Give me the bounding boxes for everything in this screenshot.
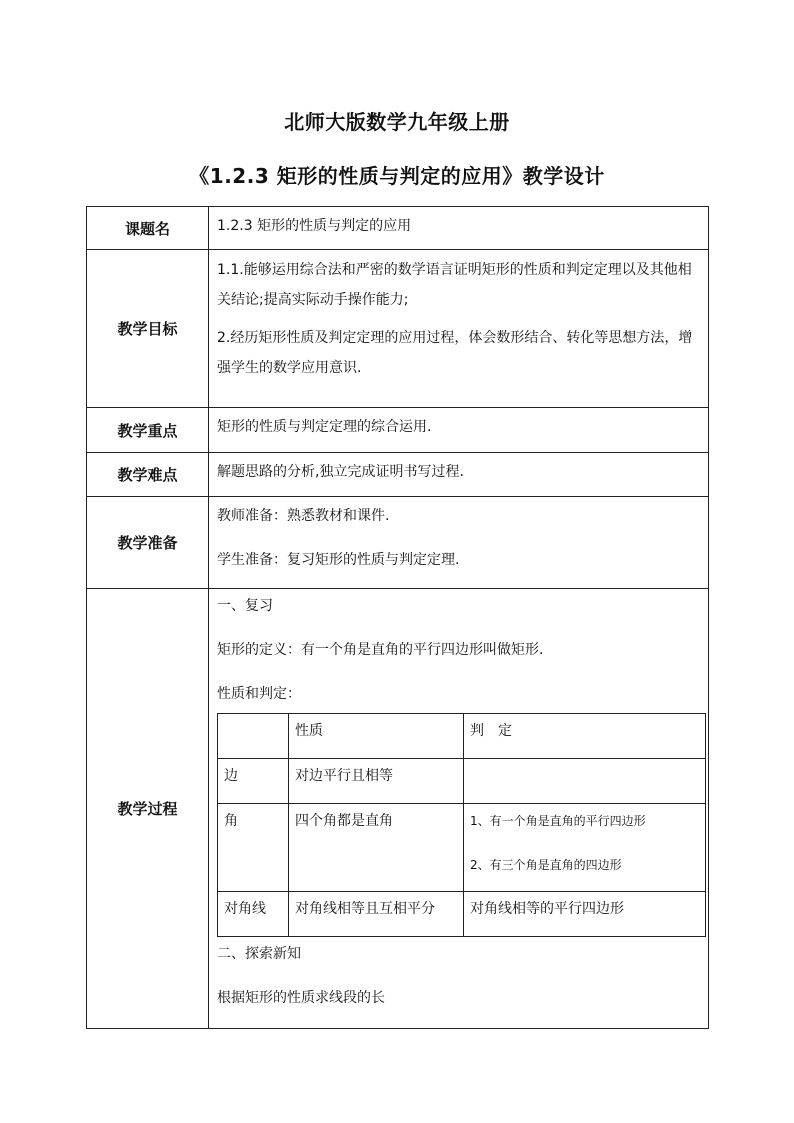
- rectangle-definition: 矩形的定义：有一个角是直角的平行四边形叫做矩形.: [217, 642, 544, 658]
- header-property: 性质: [289, 714, 464, 759]
- row-name-side: 边: [218, 759, 289, 804]
- key-points-content: [209, 408, 709, 453]
- properties-intro: 性质和判定：: [217, 686, 301, 702]
- goal-item-1: 1.1.能够运用综合法和严密的数学语言证明矩形的性质和判定定理以及其他相关结论;提高实际动手操作能力;: [217, 262, 692, 308]
- key-points-text: 矩形的性质与判定定理的综合运用.: [217, 419, 432, 435]
- process-label: 教学过程: [87, 589, 209, 1029]
- preparation-row: [87, 497, 709, 589]
- row-name-angle: 角: [218, 804, 289, 892]
- difficulties-row: [87, 453, 709, 497]
- properties-header-row: [218, 714, 706, 759]
- difficulties-content: [209, 453, 709, 497]
- row-property-angle: 四个角都是直角: [289, 804, 464, 892]
- row-property-diagonal: 对角线相等且互相平分: [289, 892, 464, 937]
- key-points-label: 教学重点: [87, 408, 209, 453]
- table-row: [218, 759, 706, 804]
- section-review-heading: 一、复习: [217, 598, 273, 614]
- row-judgement-angle: [464, 804, 706, 892]
- goals-label: 教学目标: [87, 250, 209, 408]
- table-row: [218, 892, 706, 937]
- difficulties-label: 教学难点: [87, 453, 209, 497]
- document-title: 北师大版数学九年级上册: [284, 110, 510, 134]
- key-points-row: [87, 408, 709, 453]
- properties-table: [217, 713, 706, 937]
- angle-judgement-2: 2、有三个角是直角的四边形: [470, 858, 622, 872]
- header-judgement: 判 定: [464, 714, 706, 759]
- goals-content: [209, 250, 709, 408]
- topic-text: 1.2.3 矩形的性质与判定的应用: [217, 218, 412, 234]
- topic-content: [209, 207, 709, 250]
- table-row: [218, 804, 706, 892]
- goal-item-2: 2.经历矩形性质及判定定理的应用过程，体会数形结合、转化等思想方法，增强学生的数学应用意识.: [217, 330, 693, 376]
- row-property-side: 对边平行且相等: [289, 759, 464, 804]
- row-judgement-side: [464, 759, 706, 804]
- topic-row: [87, 207, 709, 250]
- teacher-prep: 教师准备：熟悉教材和课件.: [217, 508, 390, 524]
- goals-row: [87, 250, 709, 408]
- row-name-diagonal: 对角线: [218, 892, 289, 937]
- preparation-label: 教学准备: [87, 497, 209, 589]
- process-content: [209, 589, 709, 1029]
- row-judgement-diagonal: 对角线相等的平行四边形: [464, 892, 706, 937]
- lesson-plan-table: [86, 206, 709, 1029]
- preparation-content: [209, 497, 709, 589]
- section-explore-text: 根据矩形的性质求线段的长: [217, 990, 385, 1006]
- angle-judgement-1: 1、有一个角是直角的平行四边形: [470, 814, 646, 828]
- process-row: [87, 589, 709, 1029]
- header-empty: [218, 714, 289, 759]
- document-subtitle: 《1.2.3 矩形的性质与判定的应用》教学设计: [189, 164, 605, 188]
- difficulties-text: 解题思路的分析,独立完成证明书写过程.: [217, 464, 464, 480]
- student-prep: 学生准备：复习矩形的性质与判定定理.: [217, 552, 460, 568]
- section-explore-heading: 二、探索新知: [217, 946, 301, 962]
- topic-label: 课题名: [87, 207, 209, 250]
